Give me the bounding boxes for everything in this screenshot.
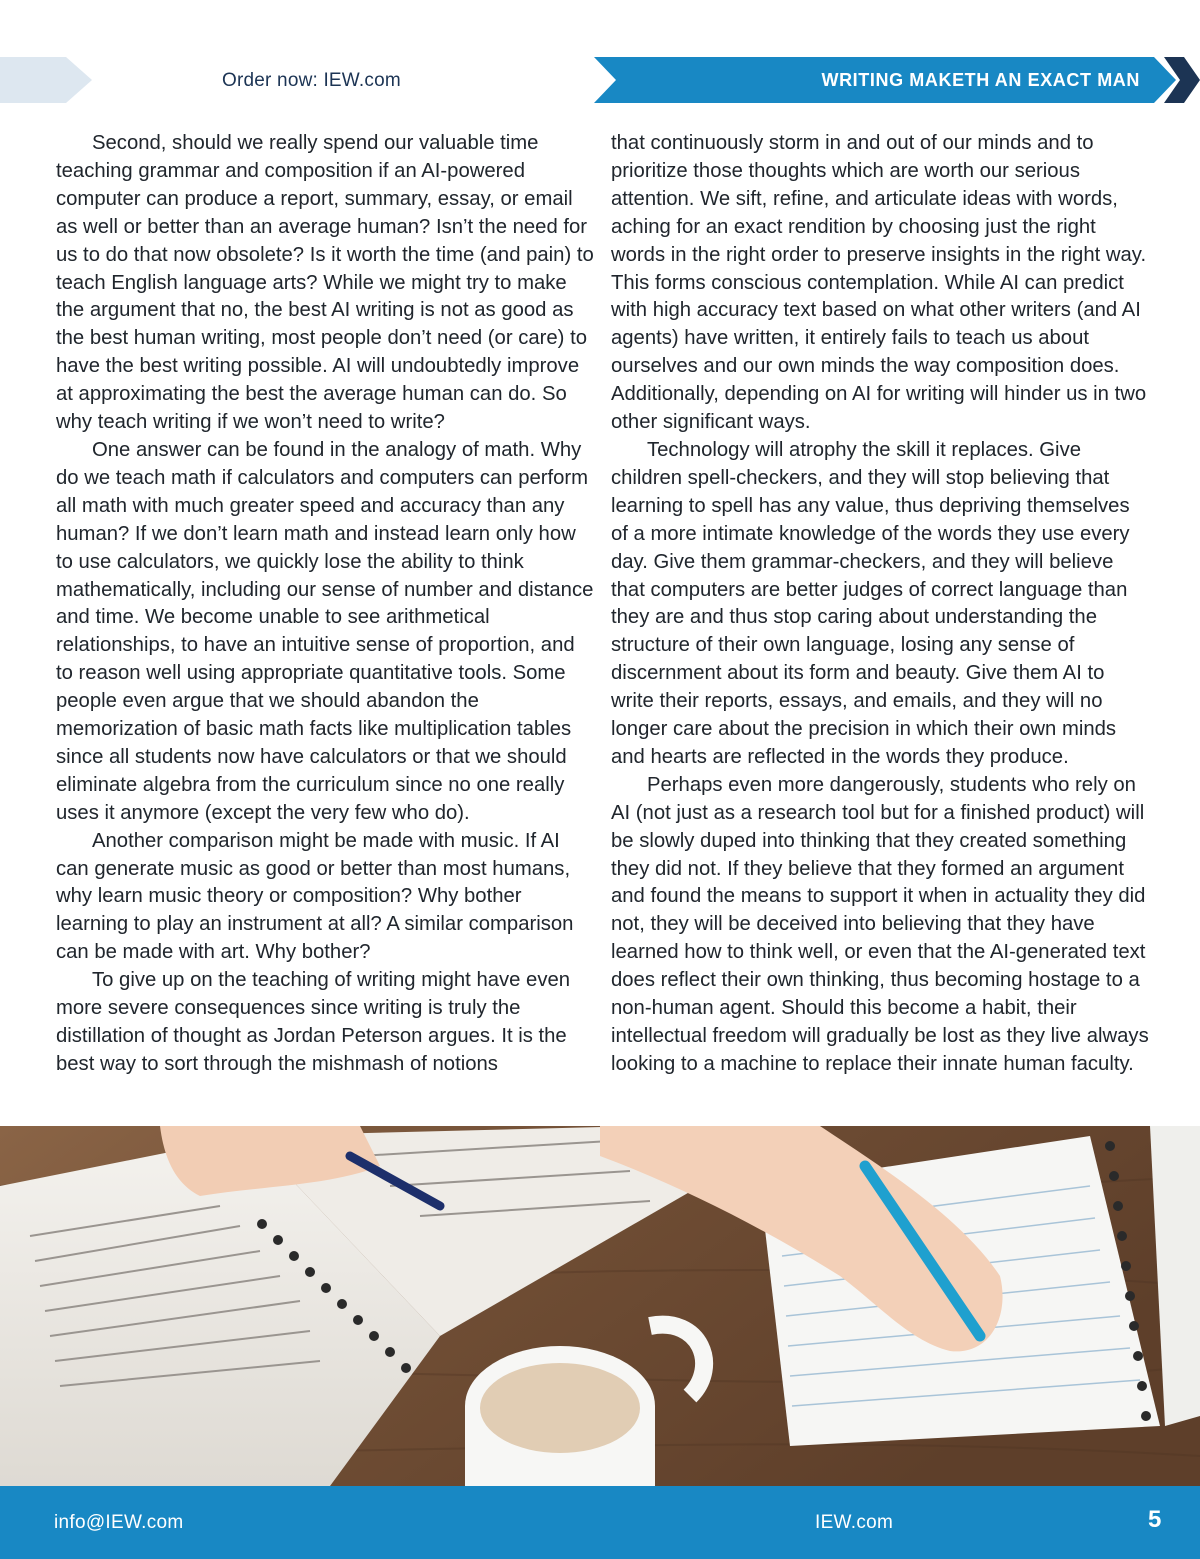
order-now-link[interactable]: Order now: IEW.com (222, 70, 401, 91)
page-number: 5 (1148, 1506, 1162, 1533)
paragraph: Another comparison might be made with music. If AI can generate music as good or better than most humans, why learn music theory or composition? Why bother learning to play an instrument at all? A similar comparison can be made with art. Why bother? (56, 829, 574, 964)
paragraph-continuation: that continuously storm in and out of our minds and to prioritize those thoughts which are worth our serious attention. We sift, refine, and articulate ideas with words, aching for an exact rendition by choosing just the right words in the right order to preserve insights in the right way. This forms conscious contemplation. While AI can predict with high accuracy text based on what other writers (and AI agents) have written, it entirely fails to teach us about ourselves and our own minds the way composition does. Additionally, depending on AI for writing will hinder us in two other significant ways. (611, 132, 1147, 434)
paragraph: One answer can be found in the analogy of math. Why do we teach math if calculators and computers can perform all math with much greater speed and accuracy than any human? If we don’t learn math and instead learn only how to use calculators, we quickly lose the ability to think mathematically, including our sense of number and distance and time. We become unable to see arithmetical relationships, to have an intuitive sense of proportion, and to reason well using appropriate quantitative tools. Some people even argue that we should abandon the memorization of basic math facts like multiplication tables since all students now have calculators or that we should eliminate algebra from the curriculum since no one really uses it anymore (except the very few who do). (56, 438, 594, 824)
paragraph: Technology will atrophy the skill it replaces. Give children spell-checkers, and they will stop believing that learning to spell has any value, thus depriving themselves of a more intimate knowledge of the words they use every day. Give them grammar-checkers, and they will believe that computers are better judges of correct language than they are and thus stop caring about understanding the structure of their own language, losing any sense of discernment about its form and beauty. Give them AI to write their reports, essays, and emails, and they will no longer care about the precision in which their own minds and hearts are reflected in the words they produce. (611, 438, 1130, 768)
photo-students-writing (0, 1126, 1200, 1486)
article-column-left (56, 130, 596, 1079)
paragraph: To give up on the teaching of writing might have even more severe consequences since writing is truly the distillation of thought as Jordan Peterson argues. It is the best way to sort through the mishmash of notions (56, 969, 571, 1075)
article-column-right (611, 130, 1151, 1079)
footer-site-link[interactable]: IEW.com (815, 1512, 894, 1533)
left-chevron-decoration (0, 57, 92, 103)
page-header (0, 0, 1200, 120)
page-footer (0, 1486, 1200, 1559)
paragraph: Perhaps even more dangerously, students who rely on AI (not just as a research tool but for a finished product) will be slowly duped into thinking that they created something they did not. If they believe that they formed an argument and found the means to support it when in actuality they did not, they will be deceived into believing that they have learned how to think well, or even that the AI-generated text does reflect their own thinking, thus becoming hostage to a non-human agent. Should this become a habit, their intellectual freedom will gradually be lost as they live always looking to a machine to replace their innate human faculty. (611, 773, 1149, 1075)
section-title: WRITING MAKETH AN EXACT MAN (821, 70, 1140, 90)
paragraph: Second, should we really spend our valuable time teaching grammar and composition if an AI-powered computer can produce a report, summary, essay, or email as well or better than an average human? Isn’t the need for us to do that now obsolete? Is it worth the time (and pain) to teach English language arts? While we might try to make the argument that no, the best AI writing is not as good as the best human writing, most people don’t need (or care) to have the best writing possible. AI will undoubtedly improve at approximating the best the average human can do. So why teach writing if we won’t need to write? (56, 132, 594, 434)
footer-email-link[interactable]: info@IEW.com (54, 1512, 184, 1533)
